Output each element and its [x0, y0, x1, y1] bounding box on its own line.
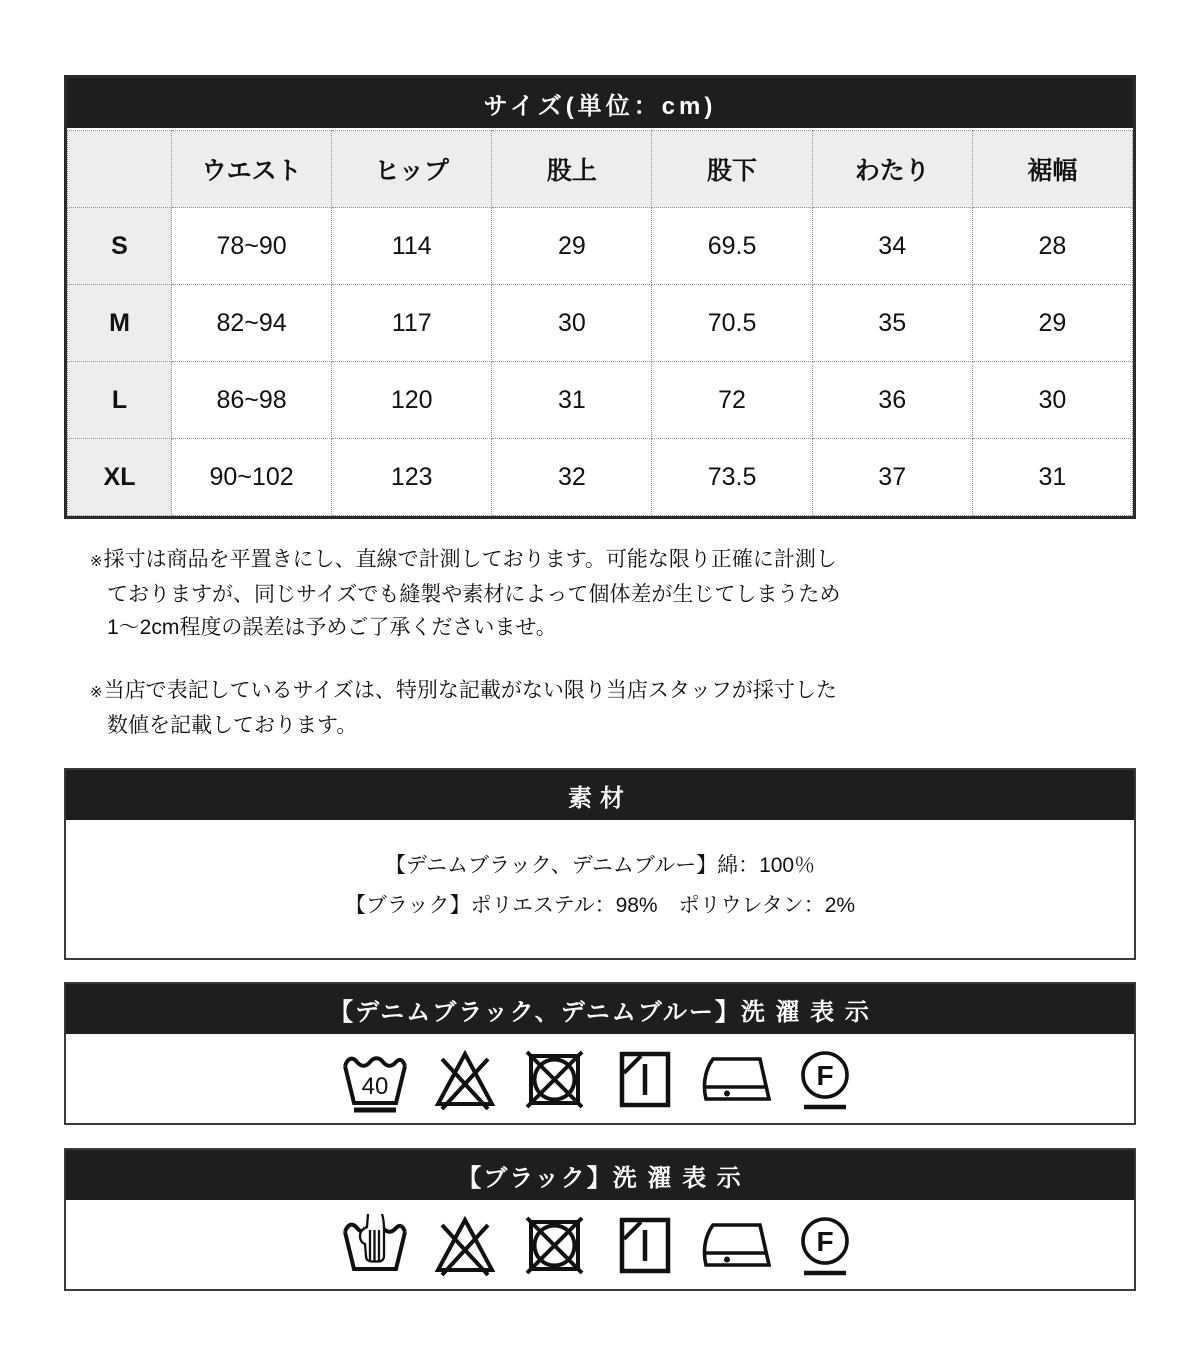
line-dry-shade-icon — [609, 1213, 681, 1279]
size-label: L — [68, 362, 172, 439]
care-section-denim — [64, 982, 1136, 1125]
size-value-cell: 82~94 — [172, 285, 332, 362]
care-section-denim-title: 【デニムブラック、デニムブルー】洗 濯 表 示 — [66, 984, 1134, 1034]
size-value-cell: 31 — [972, 439, 1132, 516]
no-bleach-icon — [429, 1047, 501, 1113]
size-value-cell: 32 — [492, 439, 652, 516]
no-tumble-dry-icon — [519, 1047, 591, 1113]
size-value-cell: 120 — [332, 362, 492, 439]
size-value-cell: 73.5 — [652, 439, 812, 516]
material-line: 【デニムブラック、デニムブルー】綿：100％ — [384, 854, 816, 877]
no-bleach-icon — [429, 1213, 501, 1279]
material-title: 素材 — [66, 770, 1134, 820]
column-header: 股上 — [492, 131, 652, 208]
size-value-cell: 35 — [812, 285, 972, 362]
sizing-note — [90, 674, 900, 742]
iron-low-icon — [699, 1213, 771, 1279]
size-value-cell: 114 — [332, 208, 492, 285]
corner-cell — [68, 131, 172, 208]
hand-wash-icon — [339, 1213, 411, 1279]
size-value-cell: 28 — [972, 208, 1132, 285]
note-marker: ※ — [90, 553, 103, 570]
size-table-body — [68, 208, 1133, 516]
size-table-title: サイズ(単位：cm) — [67, 78, 1133, 130]
iron-low-icon — [699, 1047, 771, 1113]
care-section-black — [64, 1148, 1136, 1291]
size-value-cell: 29 — [972, 285, 1132, 362]
size-table — [67, 130, 1133, 516]
size-label: XL — [68, 439, 172, 516]
size-value-cell: 123 — [332, 439, 492, 516]
size-value-cell: 78~90 — [172, 208, 332, 285]
note-marker: ※ — [90, 684, 103, 701]
table-row — [68, 439, 1133, 516]
size-value-cell: 30 — [492, 285, 652, 362]
material-body — [66, 820, 1134, 926]
care-section-black-title: 【ブラック】洗 濯 表 示 — [66, 1150, 1134, 1200]
column-header: 裾幅 — [972, 131, 1132, 208]
dry-clean-f-icon — [789, 1047, 861, 1113]
care-symbols-row — [66, 1034, 1134, 1125]
dry-clean-f-icon — [789, 1213, 861, 1279]
table-row — [68, 285, 1133, 362]
wash-40-icon — [339, 1047, 411, 1113]
table-row — [68, 362, 1133, 439]
note-line: 1〜2cm程度の誤差は予めご了承くださいませ。 — [107, 616, 557, 639]
size-table-colrow — [68, 131, 1133, 208]
note-line: ておりますが、同じサイズでも縫製や素材によって個体差が生じてしまうため — [107, 583, 841, 606]
column-header: ヒップ — [332, 131, 492, 208]
note-line: ※採寸は商品を平置きにし、直線で計測しております。可能な限り正確に計測し — [90, 548, 837, 571]
table-row — [68, 208, 1133, 285]
size-value-cell: 69.5 — [652, 208, 812, 285]
size-label: S — [68, 208, 172, 285]
note-line: 数値を記載しております。 — [107, 714, 358, 737]
size-value-cell: 117 — [332, 285, 492, 362]
size-value-cell: 30 — [972, 362, 1132, 439]
column-header: 股下 — [652, 131, 812, 208]
size-value-cell: 36 — [812, 362, 972, 439]
size-value-cell: 37 — [812, 439, 972, 516]
size-table-section — [64, 75, 1136, 519]
column-header: わたり — [812, 131, 972, 208]
material-line: 【ブラック】ポリエステル：98% ポリウレタン：2% — [344, 894, 856, 917]
measurement-note — [90, 543, 900, 644]
size-value-cell: 86~98 — [172, 362, 332, 439]
size-value-cell: 31 — [492, 362, 652, 439]
note-line: ※当店で表記しているサイズは、特別な記載がない限り当店スタッフが採寸した — [90, 679, 837, 702]
no-tumble-dry-icon — [519, 1213, 591, 1279]
size-value-cell: 72 — [652, 362, 812, 439]
size-value-cell: 70.5 — [652, 285, 812, 362]
line-dry-shade-icon — [609, 1047, 681, 1113]
size-label: M — [68, 285, 172, 362]
material-section — [64, 768, 1136, 960]
size-value-cell: 90~102 — [172, 439, 332, 516]
column-header: ウエスト — [172, 131, 332, 208]
care-symbols-row — [66, 1200, 1134, 1291]
size-value-cell: 34 — [812, 208, 972, 285]
size-value-cell: 29 — [492, 208, 652, 285]
